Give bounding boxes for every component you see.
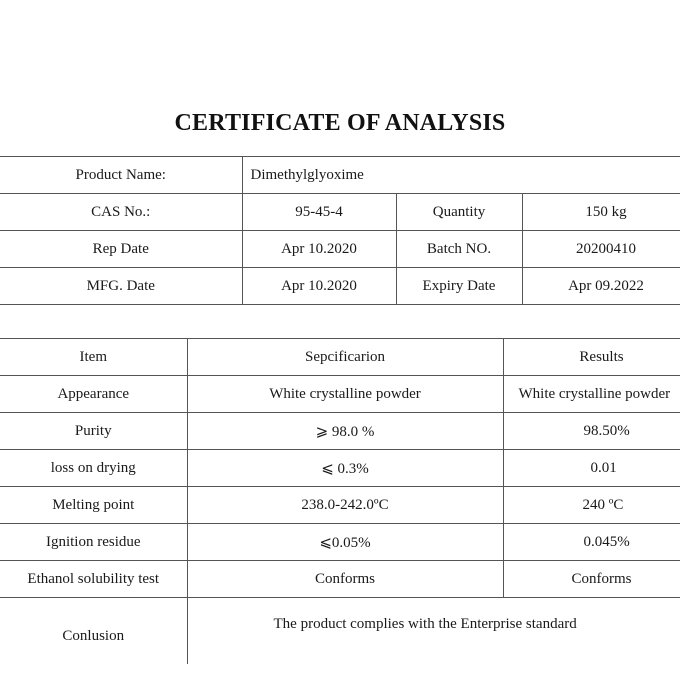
mfg-date-row [0, 268, 680, 305]
row-item: Ethanol solubility test [0, 561, 187, 598]
table-row [0, 561, 680, 598]
row-specification: ⩽ 0.3% [187, 450, 503, 487]
quantity-label: Quantity [396, 194, 522, 231]
rep-date-row [0, 231, 680, 268]
cas-label: CAS No.: [0, 194, 242, 231]
quantity-value: 150 kg [522, 194, 680, 231]
row-item: Melting point [0, 487, 187, 524]
table-row [0, 450, 680, 487]
row-specification: White crystalline powder [187, 376, 503, 413]
row-item: loss on drying [0, 450, 187, 487]
row-result: 240 ºC [503, 487, 680, 524]
row-result: White crystalline powder [503, 376, 680, 413]
product-name-row [0, 157, 680, 194]
conclusion-text: The product complies with the Enterprise standard [187, 598, 680, 665]
analysis-table [0, 338, 680, 664]
row-specification: ⩾ 98.0 % [187, 413, 503, 450]
conclusion-row [0, 598, 680, 665]
row-specification: 238.0-242.0ºC [187, 487, 503, 524]
cas-value: 95-45-4 [242, 194, 396, 231]
row-item: Purity [0, 413, 187, 450]
conclusion-label: Conlusion [0, 598, 187, 665]
header-results: Results [503, 339, 680, 376]
product-name-value: Dimethylglyoxime [242, 157, 680, 194]
row-item: Appearance [0, 376, 187, 413]
batch-label: Batch NO. [396, 231, 522, 268]
mfg-date-value: Apr 10.2020 [242, 268, 396, 305]
expiry-date-label: Expiry Date [396, 268, 522, 305]
row-result: 0.045% [503, 524, 680, 561]
row-result: Conforms [503, 561, 680, 598]
mfg-date-label: MFG. Date [0, 268, 242, 305]
row-item: Ignition residue [0, 524, 187, 561]
row-specification: Conforms [187, 561, 503, 598]
table-row [0, 413, 680, 450]
product-info-table [0, 156, 680, 305]
rep-date-label: Rep Date [0, 231, 242, 268]
expiry-date-value: Apr 09.2022 [522, 268, 680, 305]
header-item: Item [0, 339, 187, 376]
product-name-label: Product Name: [0, 157, 242, 194]
table-row [0, 487, 680, 524]
table-row [0, 376, 680, 413]
analysis-header-row [0, 339, 680, 376]
document-title: CERTIFICATE OF ANALYSIS [174, 110, 506, 136]
row-specification: ⩽0.05% [187, 524, 503, 561]
table-row [0, 524, 680, 561]
rep-date-value: Apr 10.2020 [242, 231, 396, 268]
row-result: 0.01 [503, 450, 680, 487]
row-result: 98.50% [503, 413, 680, 450]
header-specification: Sepcificarion [187, 339, 503, 376]
batch-value: 20200410 [522, 231, 680, 268]
cas-row [0, 194, 680, 231]
